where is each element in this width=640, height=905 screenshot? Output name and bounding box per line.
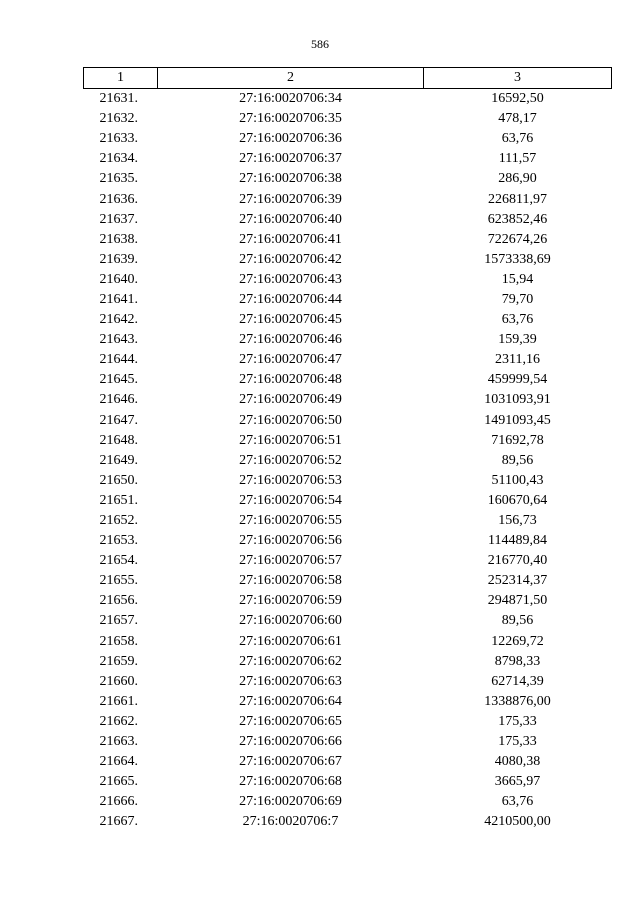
table-row [84, 511, 612, 531]
table-row [84, 652, 612, 672]
row-number-cell: 21643. [99, 332, 138, 348]
table-row [84, 772, 612, 792]
column-header-3: 3 [424, 68, 612, 89]
table-row [84, 129, 612, 149]
row-number-cell: 21645. [99, 372, 138, 388]
cadastral-number-cell: 27:16:0020706:62 [239, 653, 342, 669]
table-row [84, 350, 612, 370]
value-cell: 722674,26 [487, 231, 548, 247]
table-row [84, 290, 612, 310]
row-number-cell: 21651. [99, 492, 138, 508]
cadastral-number-cell: 27:16:0020706:51 [239, 432, 342, 448]
value-cell: 15,94 [501, 271, 534, 287]
table-row [84, 270, 612, 290]
value-cell: 160670,64 [487, 492, 548, 508]
table-row [84, 149, 612, 169]
cadastral-number-cell: 27:16:0020706:38 [239, 171, 342, 187]
value-cell: 216770,40 [487, 553, 548, 569]
row-number-cell: 21634. [99, 151, 138, 167]
table-row [84, 732, 612, 752]
cadastral-number-cell: 27:16:0020706:43 [239, 271, 342, 287]
value-cell: 1491093,45 [484, 412, 551, 428]
value-cell: 459999,54 [487, 372, 548, 388]
row-number-cell: 21655. [99, 573, 138, 589]
table-row [84, 611, 612, 631]
value-cell: 2311,16 [495, 352, 540, 368]
row-number-cell: 21641. [99, 291, 138, 307]
value-cell: 63,76 [501, 312, 534, 328]
value-cell: 62714,39 [491, 673, 544, 689]
cadastral-number-cell: 27:16:0020706:7 [242, 814, 339, 830]
row-number-cell: 21656. [99, 593, 138, 609]
value-cell: 12269,72 [491, 633, 544, 649]
value-cell: 71692,78 [491, 432, 544, 448]
row-number-cell: 21662. [99, 713, 138, 729]
row-number-cell: 21652. [99, 513, 138, 529]
table-row [84, 390, 612, 410]
cadastral-number-cell: 27:16:0020706:67 [239, 754, 342, 770]
value-cell: 175,33 [498, 713, 537, 729]
cadastral-number-cell: 27:16:0020706:63 [239, 673, 342, 689]
row-number-cell: 21664. [99, 754, 138, 770]
value-cell: 79,70 [501, 291, 534, 307]
cadastral-number-cell: 27:16:0020706:36 [239, 131, 342, 147]
value-cell: 252314,37 [487, 573, 548, 589]
table-row [84, 411, 612, 431]
row-number-cell: 21639. [99, 251, 138, 267]
value-cell: 1338876,00 [484, 693, 551, 709]
table-row [84, 109, 612, 129]
row-number-cell: 21646. [99, 392, 138, 408]
data-table [83, 67, 612, 832]
row-number-cell: 21653. [99, 533, 138, 549]
cadastral-number-cell: 27:16:0020706:66 [239, 734, 342, 750]
table-row [84, 752, 612, 772]
value-cell: 226811,97 [488, 191, 547, 207]
cadastral-number-cell: 27:16:0020706:40 [239, 211, 342, 227]
table-row [84, 551, 612, 571]
cadastral-number-cell: 27:16:0020706:35 [239, 111, 342, 127]
table-row [84, 89, 612, 110]
row-number-cell: 21649. [99, 452, 138, 468]
cadastral-number-cell: 27:16:0020706:37 [239, 151, 342, 167]
row-number-cell: 21647. [99, 412, 138, 428]
row-number-cell: 21659. [99, 653, 138, 669]
row-number-cell: 21637. [99, 211, 138, 227]
value-cell: 623852,46 [487, 211, 548, 227]
table-row [84, 370, 612, 390]
value-cell: 51100,43 [491, 472, 544, 488]
table-row [84, 250, 612, 270]
column-header-1: 1 [84, 68, 158, 89]
table-row [84, 632, 612, 652]
cadastral-number-cell: 27:16:0020706:58 [239, 573, 342, 589]
table-header [84, 68, 612, 89]
page-number: 586 [311, 37, 329, 51]
column-header-2: 2 [158, 68, 424, 89]
table-row [84, 571, 612, 591]
cadastral-number-cell: 27:16:0020706:42 [239, 251, 342, 267]
row-number-cell: 21631. [99, 91, 138, 107]
cadastral-number-cell: 27:16:0020706:47 [239, 352, 342, 368]
cadastral-number-cell: 27:16:0020706:46 [239, 332, 342, 348]
row-number-cell: 21642. [99, 312, 138, 328]
table-body [84, 89, 612, 833]
value-cell: 3665,97 [494, 774, 541, 790]
cadastral-number-cell: 27:16:0020706:52 [239, 452, 342, 468]
cadastral-number-cell: 27:16:0020706:49 [239, 392, 342, 408]
cadastral-number-cell: 27:16:0020706:68 [239, 774, 342, 790]
cadastral-number-cell: 27:16:0020706:57 [239, 553, 342, 569]
row-number-cell: 21654. [99, 553, 138, 569]
cadastral-number-cell: 27:16:0020706:50 [239, 412, 342, 428]
cadastral-number-cell: 27:16:0020706:39 [239, 191, 342, 207]
value-cell: 8798,33 [494, 653, 541, 669]
table-row [84, 491, 612, 511]
row-number-cell: 21644. [99, 352, 138, 368]
row-number-cell: 21661. [99, 693, 138, 709]
row-number-cell: 21660. [99, 673, 138, 689]
table-row [84, 310, 612, 330]
value-cell: 89,56 [501, 613, 534, 629]
table-row [84, 169, 612, 189]
table-row [84, 591, 612, 611]
value-cell: 1031093,91 [484, 392, 551, 408]
cadastral-number-cell: 27:16:0020706:55 [239, 513, 342, 529]
row-number-cell: 21665. [99, 774, 138, 790]
table-row [84, 672, 612, 692]
table-row [84, 792, 612, 812]
cadastral-number-cell: 27:16:0020706:64 [239, 693, 342, 709]
table-row [84, 531, 612, 551]
table-row [84, 431, 612, 451]
table-row [84, 189, 612, 209]
value-cell: 156,73 [498, 513, 537, 529]
table-row [84, 712, 612, 732]
row-number-cell: 21632. [99, 111, 138, 127]
value-cell: 4210500,00 [484, 814, 551, 830]
header-row [84, 68, 612, 89]
row-number-cell: 21667. [99, 814, 138, 830]
cadastral-number-cell: 27:16:0020706:60 [239, 613, 342, 629]
value-cell: 4080,38 [494, 754, 541, 770]
row-number-cell: 21650. [99, 472, 138, 488]
value-cell: 63,76 [501, 131, 534, 147]
table-row [84, 471, 612, 491]
value-cell: 294871,50 [487, 593, 548, 609]
row-number-cell: 21640. [99, 271, 138, 287]
table-row [84, 230, 612, 250]
row-number-cell: 21635. [99, 171, 138, 187]
value-cell: 111,57 [498, 151, 537, 167]
cadastral-number-cell: 27:16:0020706:61 [239, 633, 342, 649]
cadastral-number-cell: 27:16:0020706:45 [239, 312, 342, 328]
table-row [84, 330, 612, 350]
row-number-cell: 21633. [99, 131, 138, 147]
value-cell: 286,90 [498, 171, 537, 187]
cadastral-number-cell: 27:16:0020706:48 [239, 372, 342, 388]
value-cell: 16592,50 [491, 91, 544, 107]
table-row [84, 451, 612, 471]
value-cell: 1573338,69 [484, 251, 551, 267]
cadastral-number-cell: 27:16:0020706:54 [239, 492, 342, 508]
cadastral-number-cell: 27:16:0020706:34 [239, 91, 342, 107]
row-number-cell: 21648. [99, 432, 138, 448]
table-row [84, 692, 612, 712]
table-row [84, 812, 612, 832]
row-number-cell: 21658. [99, 633, 138, 649]
value-cell: 175,33 [498, 734, 537, 750]
row-number-cell: 21657. [99, 613, 138, 629]
cadastral-number-cell: 27:16:0020706:41 [239, 231, 342, 247]
value-cell: 63,76 [501, 794, 534, 810]
cadastral-number-cell: 27:16:0020706:56 [239, 533, 342, 549]
cadastral-number-cell: 27:16:0020706:53 [239, 472, 342, 488]
value-cell: 478,17 [498, 111, 537, 127]
value-cell: 89,56 [501, 452, 534, 468]
row-number-cell: 21666. [99, 794, 138, 810]
table-row [84, 210, 612, 230]
row-number-cell: 21663. [99, 734, 138, 750]
cadastral-number-cell: 27:16:0020706:44 [239, 291, 342, 307]
row-number-cell: 21638. [99, 231, 138, 247]
value-cell: 159,39 [498, 332, 537, 348]
value-cell: 114489,84 [488, 533, 547, 549]
cadastral-number-cell: 27:16:0020706:65 [239, 713, 342, 729]
cadastral-number-cell: 27:16:0020706:59 [239, 593, 342, 609]
row-number-cell: 21636. [99, 191, 138, 207]
cadastral-number-cell: 27:16:0020706:69 [239, 794, 342, 810]
